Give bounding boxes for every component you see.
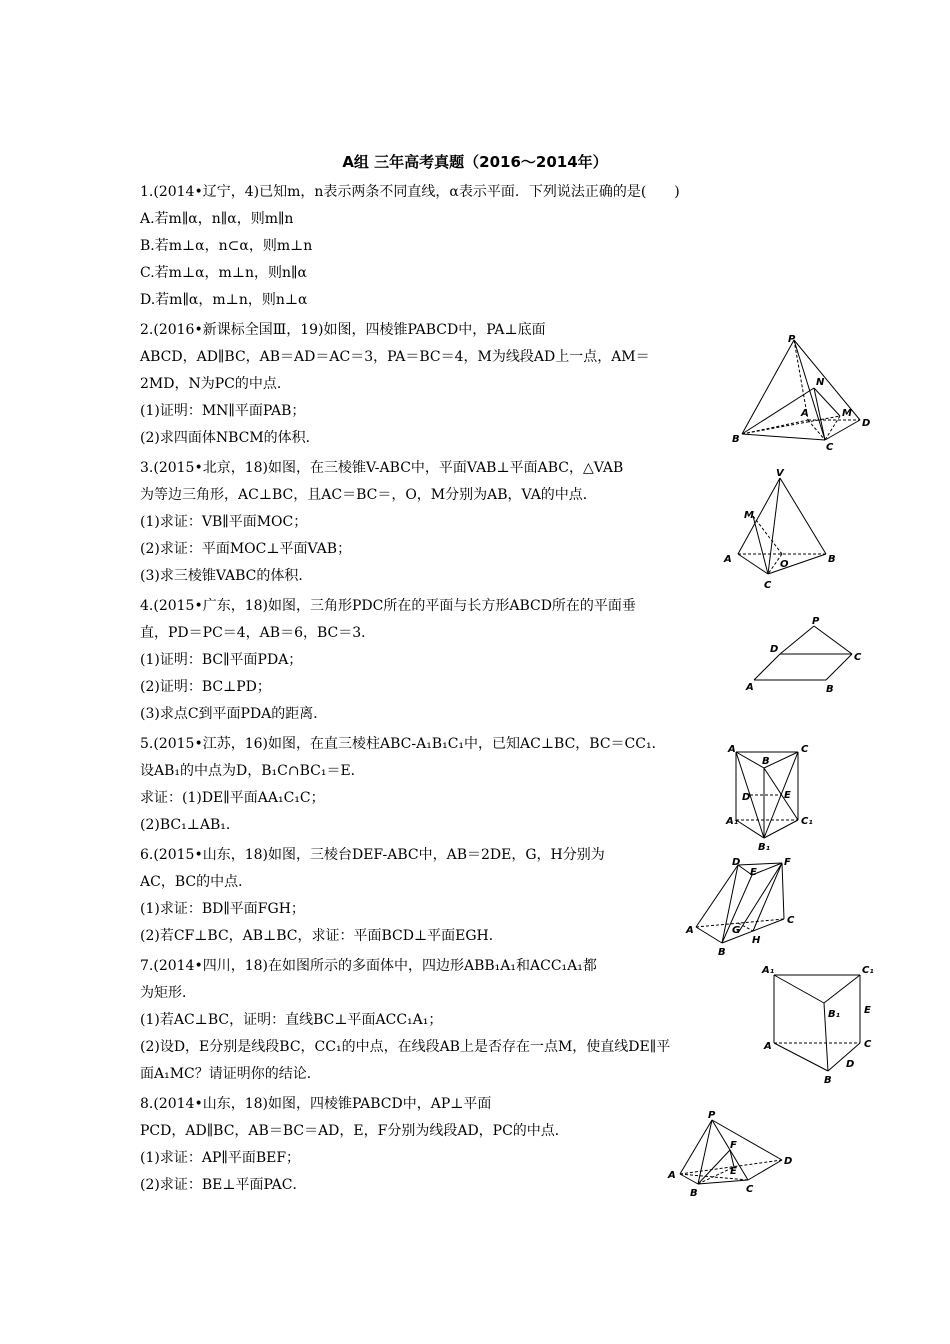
fig7-label-p: P: [708, 1110, 716, 1121]
fig5-label-f: F: [784, 857, 791, 868]
fig3-label-d: D: [770, 644, 779, 655]
q8-part2: (2)求证：BE⊥平面PAC．: [140, 1177, 307, 1193]
fig1-label-m: M: [842, 408, 852, 419]
fig2-label-v: V: [776, 468, 784, 479]
q7-part1: (1)若AC⊥BC，证明：直线BC⊥平面ACC₁A₁；: [140, 1012, 443, 1028]
figure-polyhedron: [758, 963, 883, 1088]
figure-pyramid-pabcd: [730, 330, 880, 453]
q8-part1: (1)求证：AP∥平面BEF；: [140, 1150, 301, 1166]
fig7-label-a: A: [668, 1170, 676, 1181]
fig1-label-c: C: [826, 442, 834, 453]
fig1-label-a: A: [801, 408, 809, 419]
fig5-label-e: E: [750, 867, 757, 878]
fig4-label-c: C: [801, 744, 809, 755]
fig4-label-e: E: [784, 790, 791, 801]
fig2-label-o: O: [780, 559, 789, 570]
q6-part2: (2)若CF⊥BC，AB⊥BC，求证：平面BCD⊥平面EGH．: [140, 928, 503, 944]
q7-stem-line2: 为矩形．: [140, 985, 196, 1001]
fig4-label-b1: B₁: [758, 842, 771, 853]
fig1-label-b: B: [732, 434, 740, 445]
q7-part2-line2: 面A₁MC？请证明你的结论．: [140, 1066, 321, 1082]
fig6-label-b: B: [824, 1075, 832, 1086]
fig6-label-b1: B₁: [828, 1009, 841, 1020]
fig7-label-f: F: [730, 1140, 737, 1151]
q2-stem-line3: 2MD，N为PC的中点．: [140, 376, 291, 392]
q2-stem-line2: ABCD，AD∥BC，AB＝AD＝AC＝3，PA＝BC＝4，M为线段AD上一点，AM＝: [140, 349, 650, 365]
q4-stem-line1: 4.(2015•广东，18)如图，三角形PDC所在的平面与长方形ABCD所在的平面垂: [140, 598, 636, 614]
q1-option-c: C.若m⊥α，m⊥n，则n∥α: [140, 265, 307, 281]
q4-stem-line2: 直，PD＝PC＝4，AB＝6，BC＝3．: [140, 625, 376, 641]
fig1-label-p: P: [788, 334, 796, 345]
fig4-label-d: D: [742, 792, 751, 803]
fig2-label-c: C: [764, 580, 772, 591]
q6-stem-line1: 6.(2015•山东，18)如图，三棱台DEF-ABC中，AB＝2DE，G，H分别为: [140, 847, 605, 863]
fig7-label-b: B: [690, 1188, 698, 1199]
fig5-label-b: B: [718, 947, 726, 958]
q3-part2: (2)求证：平面MOC⊥平面VAB；: [140, 541, 352, 557]
section-title: A组 三年高考真题（2016～2014年）: [342, 153, 608, 171]
q1-option-a: A.若m∥α，n∥α，则m∥n: [140, 211, 294, 227]
q2-stem-line1: 2.(2016•新课标全国Ⅲ，19)如图，四棱锥PABCD中，PA⊥底面: [140, 322, 546, 338]
fig4-label-a1: A₁: [726, 816, 739, 827]
q4-part1: (1)证明：BC∥平面PDA；: [140, 652, 303, 668]
fig6-label-c: C: [864, 1039, 872, 1050]
fig6-label-a1: A₁: [762, 965, 775, 976]
fig1-label-n: N: [816, 377, 825, 388]
fig5-label-c: C: [787, 915, 795, 926]
fig6-label-d: D: [846, 1059, 855, 1070]
figure-triangle-rectangle: [740, 612, 870, 697]
q2-part1: (1)证明：MN∥平面PAB；: [140, 403, 306, 419]
fig5-label-h: H: [752, 935, 761, 946]
fig4-label-c1: C₁: [801, 816, 813, 827]
q3-stem-line1: 3.(2015•北京，18)如图，在三棱锥V-ABC中，平面VAB⊥平面ABC，△VAB: [140, 460, 624, 476]
q8-stem-line2: PCD，AD∥BC，AB＝BC＝AD，E，F分别为线段AD，PC的中点．: [140, 1123, 569, 1139]
q4-part3: (3)求点C到平面PDA的距离．: [140, 706, 328, 722]
q4-part2: (2)证明：BC⊥PD；: [140, 679, 271, 695]
q7-stem-line1: 7.(2014•四川，18)在如图所示的多面体中，四边形ABB₁A₁和ACC₁A₁都: [140, 958, 597, 974]
fig7-label-c: C: [746, 1184, 754, 1195]
q3-part3: (3)求三棱锥VABC的体积．: [140, 568, 313, 584]
q5-stem-line2: 设AB₁的中点为D，B₁C∩BC₁＝E．: [140, 763, 365, 779]
q8-stem-line1: 8.(2014•山东，18)如图，四棱锥PABCD中，AP⊥平面: [140, 1096, 492, 1112]
fig1-label-d: D: [862, 418, 871, 429]
fig7-label-e: E: [730, 1166, 737, 1177]
figure-right-prism: [724, 742, 824, 854]
fig7-label-d: D: [784, 1156, 793, 1167]
fig5-label-d: D: [732, 857, 741, 868]
q2-part2: (2)求四面体NBCM的体积．: [140, 430, 320, 446]
fig6-label-c1: C₁: [862, 965, 874, 976]
fig3-label-p: P: [812, 616, 820, 627]
fig5-label-g: G: [732, 925, 741, 936]
fig2-label-m: M: [744, 510, 754, 521]
q6-stem-line2: AC，BC的中点．: [140, 874, 253, 890]
q1-option-d: D.若m∥α，m⊥n，则n⊥α: [140, 292, 308, 308]
fig3-label-b: B: [826, 684, 834, 695]
q3-part1: (1)求证：VB∥平面MOC；: [140, 514, 308, 530]
q3-stem-line2: 为等边三角形，AC⊥BC，且AC＝BC＝，O，M分别为AB，VA的中点．: [140, 487, 597, 503]
fig2-label-b: B: [828, 554, 836, 565]
figure-pyramid-q8: [664, 1110, 804, 1200]
q5-stem-line1: 5.(2015•江苏，16)如图，在直三棱柱ABC-A₁B₁C₁中，已知AC⊥BC，BC＝CC₁．: [140, 736, 666, 752]
q1-stem: 1.(2014•辽宁，4)已知m，n表示两条不同直线，α表示平面．下列说法正确的是( ): [140, 184, 680, 200]
fig6-label-e: E: [864, 1005, 871, 1016]
figure-pyramid-vabc: [718, 466, 848, 591]
fig6-label-a: A: [764, 1041, 772, 1052]
q5-part2: (2)BC₁⊥AB₁．: [140, 817, 240, 833]
q5-part1: 求证：(1)DE∥平面AA₁C₁C；: [140, 790, 325, 806]
q7-part2-line1: (2)设D，E分别是线段BC，CC₁的中点，在线段AB上是否存在一点M，使直线DE∥平: [140, 1039, 671, 1055]
fig4-label-a: A: [728, 744, 736, 755]
q1-option-b: B.若m⊥α，n⊂α，则m⊥n: [140, 238, 313, 254]
fig4-label-b: B: [762, 756, 770, 767]
figure-frustum: [686, 855, 806, 960]
fig3-label-a: A: [746, 682, 754, 693]
fig5-label-a: A: [686, 925, 694, 936]
q6-part1: (1)求证：BD∥平面FGH；: [140, 901, 305, 917]
fig2-label-a: A: [724, 554, 732, 565]
fig3-label-c: C: [854, 652, 862, 663]
